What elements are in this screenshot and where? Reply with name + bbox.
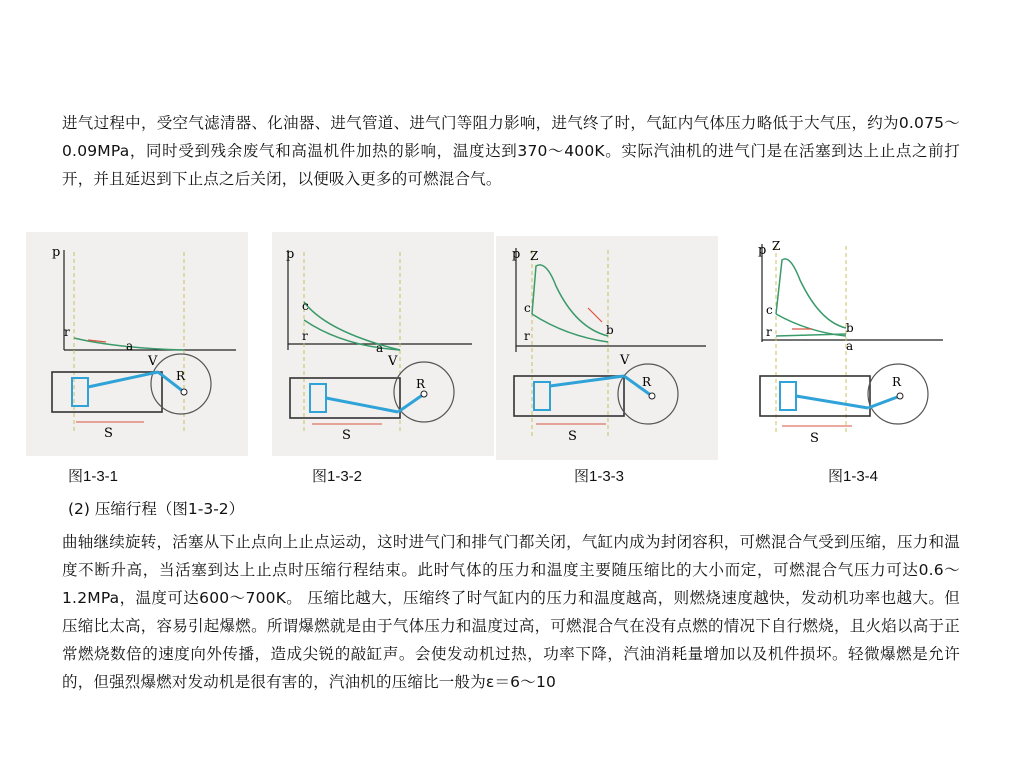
point-z-label: Z [530, 249, 539, 263]
v-label: V [148, 354, 158, 369]
point-c-label: c [766, 303, 773, 317]
crank-r-label: R [416, 377, 426, 391]
point-r-label: r [766, 325, 772, 339]
v-label: V [388, 354, 398, 369]
point-b-label: b [846, 321, 854, 335]
figure-power-diagram [496, 236, 718, 460]
point-r-label: r [302, 329, 308, 343]
point-a-label: a [376, 341, 384, 355]
p-axis-label: p [52, 245, 61, 260]
stroke-s-label: S [342, 428, 351, 443]
p-axis-label: p [512, 247, 521, 262]
point-r-label: r [524, 329, 530, 343]
p-axis-label: p [758, 243, 767, 258]
stroke-s-label: S [810, 431, 819, 446]
figure-caption-1: 图1-3-1 [68, 468, 119, 485]
figure-compression-diagram [272, 232, 494, 456]
figure-exhaust-diagram [738, 232, 960, 456]
section-heading: (2) 压缩行程（图1-3-2） [68, 500, 245, 518]
point-a-label: a [846, 339, 854, 353]
compression-paragraph: 曲轴继续旋转，活塞从下止点向上止点运动，这时进气门和排气门都关闭，气缸内成为封闭容积，可燃混合气受到压缩，压力和温度不断升高，当活塞到达上止点时压缩行程结束。此时气体的压力和温度主要随压缩比的大小而定，可燃混合气压力可达0.6～1.2MPa，温度可达600～700K。 压缩比越大，压缩终了时气缸内的压力和温度越高，则燃烧速度越快，发动机功率也越大。但压缩比太高，容易引起爆燃。所谓爆燃就是由于气体压力和温度过高，可燃混合气在没有点燃的情况下自行燃烧，且火焰以高于正常燃烧数倍的速度向外传播，造成尖锐的敲缸声。会使发动机过热，功率下降，汽油消耗量增加以及机件损坏。轻微爆燃是允许的，但强烈爆燃对发动机是很有害的，汽油机的压缩比一般为ε＝6～10 [62, 533, 960, 691]
crank-r-label: R [642, 375, 652, 389]
figure-intake-diagram [26, 232, 248, 456]
v-label: V [620, 353, 630, 368]
figure-caption-2: 图1-3-2 [312, 468, 363, 485]
point-z-label: Z [772, 239, 781, 253]
point-a-label: a [126, 339, 134, 353]
stroke-s-label: S [104, 426, 113, 441]
crank-r-label: R [176, 369, 186, 383]
figure-caption-4: 图1-3-4 [828, 468, 879, 485]
intake-paragraph: 进气过程中，受空气滤清器、化油器、进气管道、进气门等阻力影响，进气终了时，气缸内气体压力略低于大气压，约为0.075～0.09MPa，同时受到残余废气和高温机件加热的影响，温度达到370～400K。实际汽油机的进气门是在活塞到达上止点之前打开，并且延迟到下止点之后关闭，以便吸入更多的可燃混合气。 [62, 114, 960, 188]
point-c-label: c [302, 299, 309, 313]
point-r-label: r [64, 325, 70, 339]
point-c-label: c [524, 301, 531, 315]
p-axis-label: p [286, 247, 295, 262]
crank-r-label: R [892, 375, 902, 389]
point-b-label: b [606, 323, 614, 337]
figure-caption-3: 图1-3-3 [574, 468, 625, 485]
stroke-s-label: S [568, 429, 577, 444]
